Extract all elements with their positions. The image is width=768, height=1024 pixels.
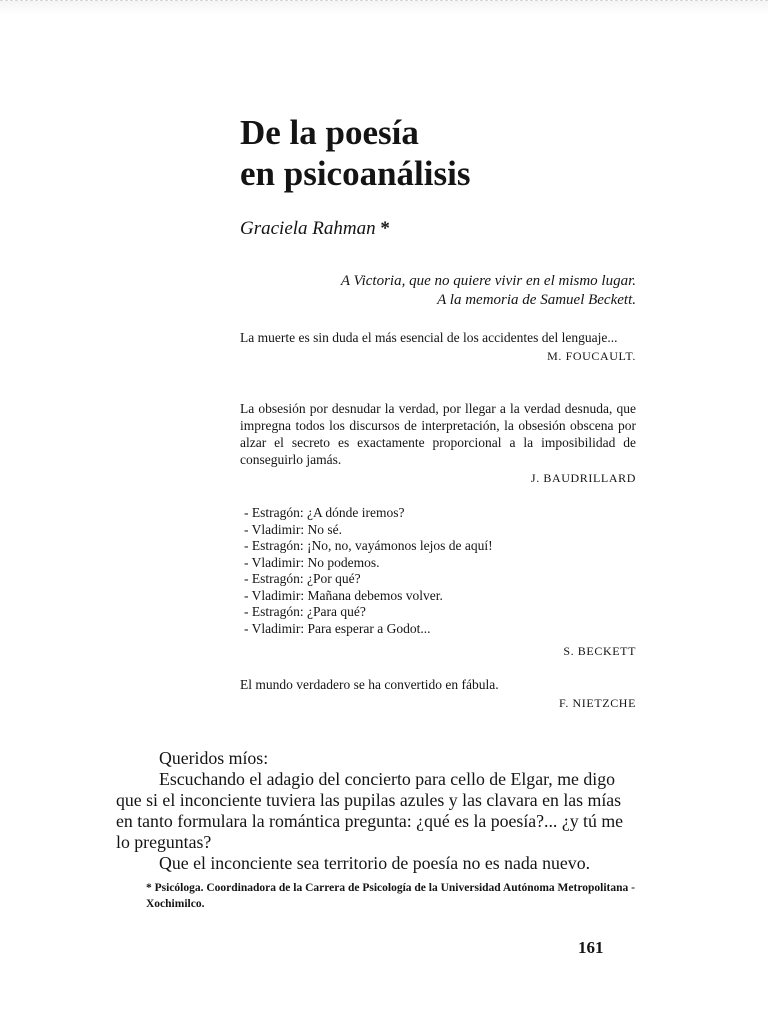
epigraph-nietzche <box>240 676 636 712</box>
epigraph-source: J. BAUDRILLARD <box>530 471 636 485</box>
dialogue-list <box>240 505 636 637</box>
title-line-1: De la poesía <box>240 113 419 152</box>
dialogue-line: - Vladimir: No podemos. <box>244 554 380 570</box>
footnote <box>146 880 640 912</box>
paragraph-1-continuation: que si el inconciente tuviera las pupilas azules y las clavara en las mías en tanto formulara la romántica pregunta: ¿qué es la poesía?... ¿y tú me lo preguntas? <box>116 790 624 852</box>
paragraph-2: Que el inconciente sea territorio de poesía no es nada nuevo. <box>159 853 591 873</box>
epigraph-source: M. FOUCAULT. <box>547 349 636 363</box>
footnote-text: * Psicóloga. Coordinadora de la Carrera de Psicología de la Universidad Autónoma Metropolitana - Xochimilco. <box>146 882 635 910</box>
dialogue-line: - Vladimir: No sé. <box>244 521 342 537</box>
author-footnote-mark: * <box>375 218 390 239</box>
dialogue-line: - Vladimir: Para esperar a Godot... <box>244 620 431 636</box>
epigraph-baudrillard <box>240 400 636 487</box>
paragraph-1-first-line: Escuchando el adagio del concierto para cello de Elgar, me digo <box>159 769 615 789</box>
letter-body <box>116 748 639 874</box>
article-title <box>240 112 660 194</box>
dialogue-line: - Estragón: ¿Por qué? <box>244 571 361 586</box>
epigraph-source: F. NIETZCHE <box>559 696 636 710</box>
dialogue-line: - Vladimir: Mañana debemos volver. <box>244 587 443 603</box>
dialogue-line: - Estragón: ¡No, no, vayámonos lejos de aquí! <box>244 538 493 553</box>
epigraph-text: El mundo verdadero se ha convertido en fábula. <box>240 677 499 692</box>
epigraph-text: La muerte es sin duda el más esencial de los accidentes del lenguaje... <box>240 330 618 345</box>
dialogue-line: - Estragón: ¿Para qué? <box>244 604 366 619</box>
author-name <box>240 217 390 241</box>
epigraph-source: S. BECKETT <box>563 644 636 658</box>
author-text: Graciela Rahman <box>240 218 376 239</box>
epigraph-text: La obsesión por desnudar la verdad, por llegar a la verdad desnuda, que impregna todos los discursos de interpretación, la obsesión obscena por alzar el secreto es exactamente proporcional a la imposibilidad de conseguirlo jamás. <box>240 401 636 467</box>
page-number: 161 <box>578 938 604 957</box>
dedication-line: A la memoria de Samuel Beckett. <box>437 292 636 308</box>
dedication-line: A Victoria, que no quiere vivir en el mismo lugar. <box>340 273 636 289</box>
salutation: Queridos míos: <box>159 748 269 768</box>
dialogue-line: - Estragón: ¿A dónde iremos? <box>244 505 405 520</box>
epigraph-foucault <box>240 329 636 365</box>
scan-edge <box>0 0 768 15</box>
title-line-2: en psicoanálisis <box>240 154 471 193</box>
epigraph-beckett <box>240 505 636 660</box>
dedication <box>240 272 636 310</box>
